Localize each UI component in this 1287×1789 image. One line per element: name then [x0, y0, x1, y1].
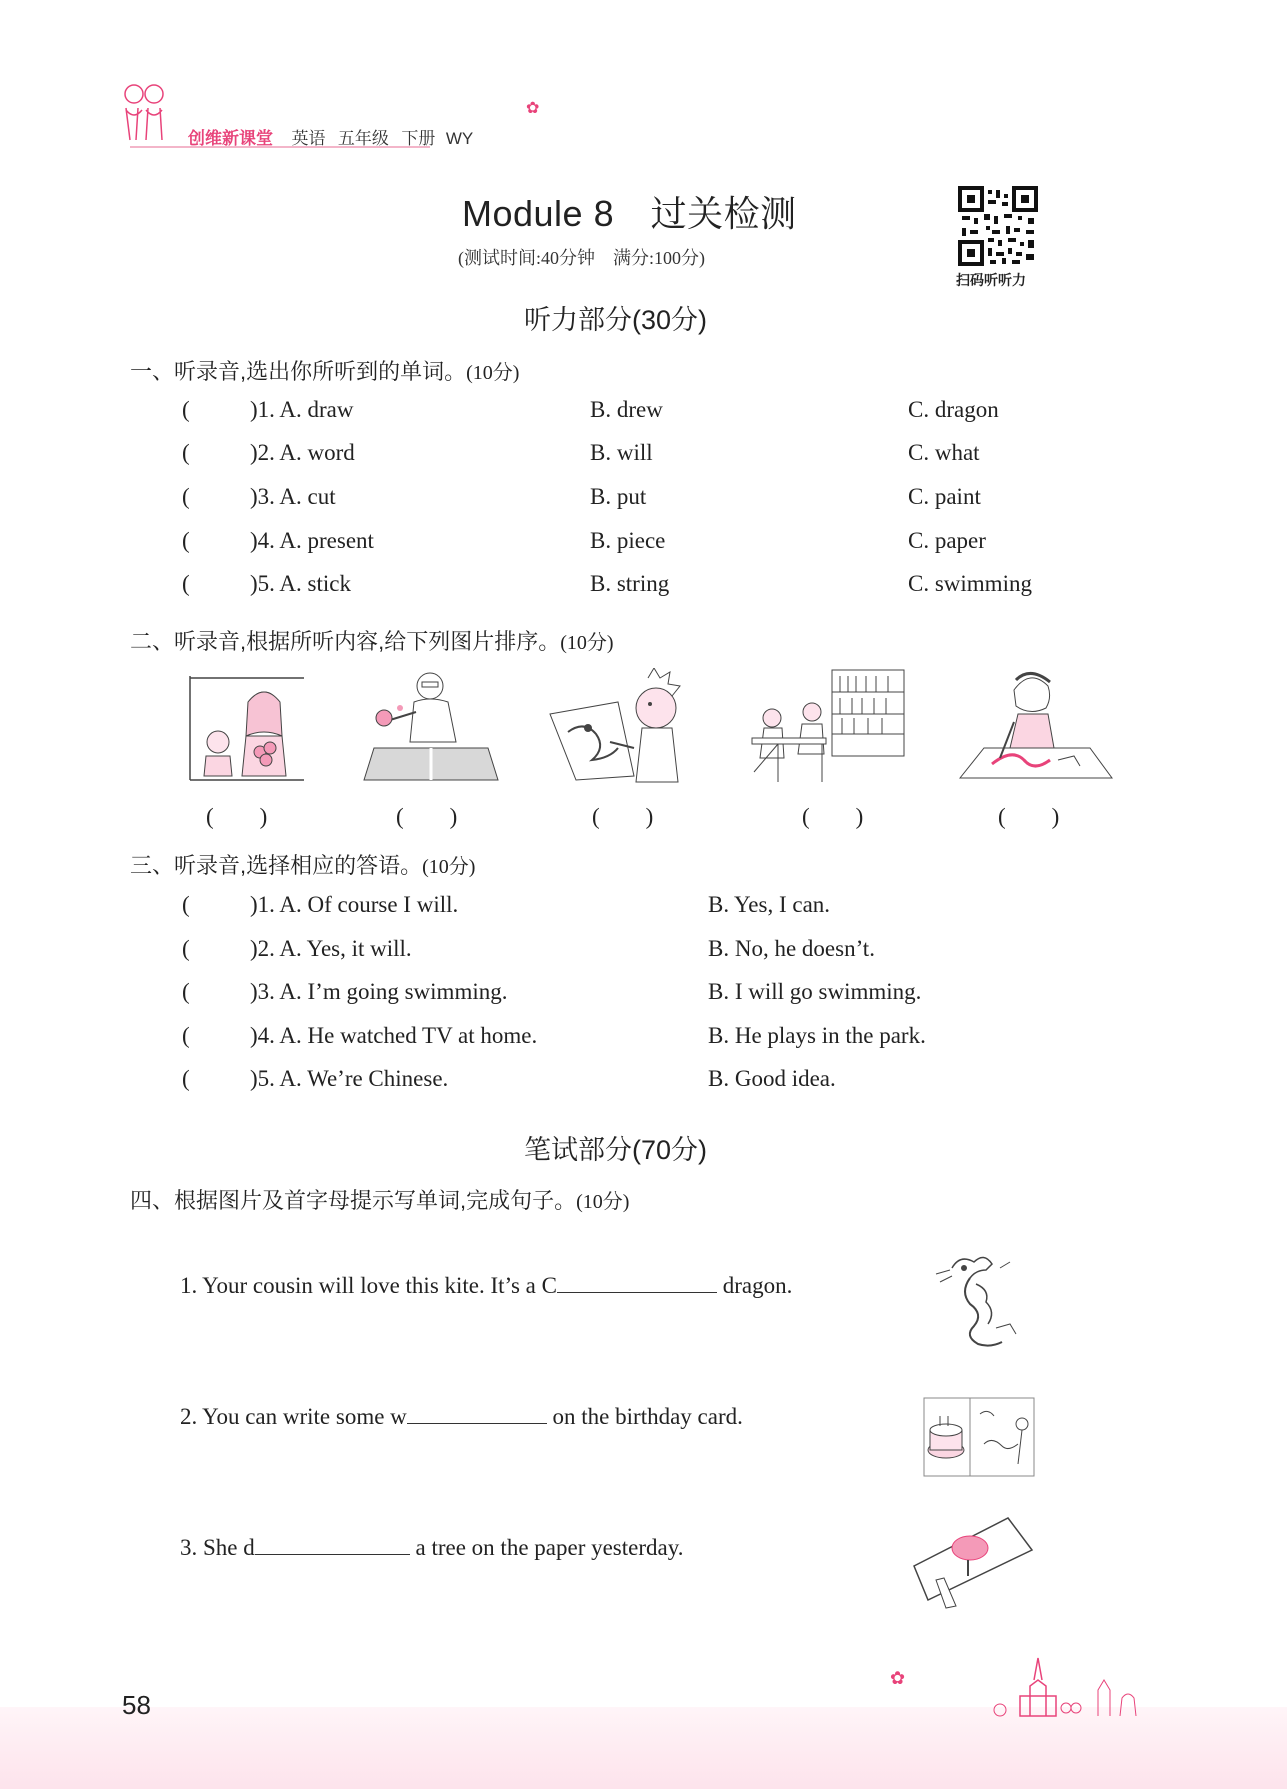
answer-paren-open: ( — [182, 979, 190, 1004]
subject: 英语 — [291, 129, 326, 148]
picture-birthday-card — [922, 1394, 1036, 1478]
sentence-before: 2. You can write some w — [180, 1404, 407, 1429]
header-logo — [118, 80, 170, 152]
option-a: )5. A. stick — [250, 571, 351, 596]
qr-label: 扫码听听力 — [956, 272, 1026, 288]
q4-sentence-1 — [180, 1270, 792, 1299]
answer-paren-open: ( — [182, 1066, 190, 1091]
order-paren-2: ( ) — [396, 804, 458, 829]
option-b: B. drew — [590, 397, 663, 422]
option-b: B. piece — [590, 528, 666, 553]
option-c: C. paper — [908, 528, 986, 553]
q4-heading — [130, 1184, 629, 1215]
q2-points: (10分) — [560, 632, 614, 654]
order-paren-3: ( ) — [592, 804, 654, 829]
flower-icon: ✿ — [526, 100, 540, 117]
option-b: B. will — [590, 440, 653, 465]
q1-heading — [130, 355, 519, 386]
page-number: 58 — [122, 1690, 151, 1720]
listening-heading: 听力部分(30分) — [524, 305, 708, 335]
answer-blank[interactable] — [557, 1270, 717, 1293]
answer-paren-open: ( — [182, 397, 190, 422]
option-b: B. He plays in the park. — [708, 1023, 926, 1048]
option-a: )3. A. cut — [250, 484, 336, 509]
option-a: )5. A. We’re Chinese. — [250, 1066, 449, 1091]
option-a: )4. A. He watched TV at home. — [250, 1023, 538, 1048]
option-a: )1. A. Of course I will. — [250, 892, 459, 917]
flower-icon: ✿ — [890, 1668, 906, 1688]
test-info: (测试时间:40分钟 满分:100分) — [458, 248, 705, 268]
q2-instruction: 二、听录音,根据所听内容,给下列图片排序。 — [130, 629, 561, 654]
picture-boy-drawing — [954, 668, 1114, 784]
header — [188, 124, 473, 149]
q4-instruction: 四、根据图片及首字母提示写单词,完成句子。 — [130, 1188, 577, 1213]
order-paren-4: ( ) — [802, 804, 864, 829]
sentence-after: dragon. — [722, 1273, 793, 1298]
option-b: B. Good idea. — [708, 1066, 836, 1091]
option-b: B. No, he doesn’t. — [708, 936, 875, 961]
option-c: C. paint — [908, 484, 981, 509]
order-paren-5: ( ) — [998, 804, 1060, 829]
page-title: Module 8 过关检测 — [462, 193, 797, 234]
answer-paren-open: ( — [182, 936, 190, 961]
q4-sentence-2 — [180, 1401, 743, 1430]
qr-code-icon[interactable] — [958, 186, 1038, 266]
q3-instruction: 三、听录音,选择相应的答语。 — [130, 853, 423, 878]
term: 下册 — [401, 129, 436, 148]
picture-girls-flowers — [186, 672, 308, 784]
order-paren-1: ( ) — [206, 804, 268, 829]
sentence-before: 1. Your cousin will love this kite. It’s a C — [180, 1273, 557, 1298]
q2-heading — [130, 625, 614, 656]
option-b: B. I will go swimming. — [708, 979, 922, 1004]
brand-name: 创维新课堂 — [188, 129, 273, 148]
answer-paren-open: ( — [182, 528, 190, 553]
answer-blank[interactable] — [407, 1401, 547, 1424]
picture-chinese-dragon — [930, 1248, 1026, 1352]
answer-paren-open: ( — [182, 571, 190, 596]
option-b: B. Yes, I can. — [708, 892, 831, 917]
option-b: B. string — [590, 571, 670, 596]
picture-tree-drawing — [910, 1510, 1036, 1612]
castle-decoration-icon — [990, 1650, 1170, 1720]
option-b: B. put — [590, 484, 647, 509]
answer-paren-open: ( — [182, 484, 190, 509]
q4-sentence-3 — [180, 1532, 683, 1561]
q3-heading — [130, 849, 475, 880]
option-a: )1. A. draw — [250, 397, 354, 422]
option-a: )4. A. present — [250, 528, 374, 553]
option-c: C. dragon — [908, 397, 999, 422]
answer-paren-open: ( — [182, 1023, 190, 1048]
answer-paren-open: ( — [182, 892, 190, 917]
q1-points: (10分) — [466, 362, 520, 384]
q3-points: (10分) — [422, 856, 476, 878]
picture-library — [742, 668, 910, 784]
grade: 五年级 — [337, 129, 389, 148]
option-a: )2. A. word — [250, 440, 355, 465]
writing-heading: 笔试部分(70分) — [524, 1135, 708, 1165]
answer-blank[interactable] — [255, 1532, 410, 1555]
picture-boy-dragon-kite — [548, 668, 690, 784]
q1-instruction: 一、听录音,选出你所听到的单词。 — [130, 359, 467, 384]
sentence-after: on the birthday card. — [552, 1404, 743, 1429]
option-c: C. what — [908, 440, 980, 465]
option-a: )3. A. I’m going swimming. — [250, 979, 508, 1004]
answer-paren-open: ( — [182, 440, 190, 465]
option-c: C. swimming — [908, 571, 1032, 596]
option-a: )2. A. Yes, it will. — [250, 936, 412, 961]
edition: WY — [445, 129, 474, 148]
sentence-after: a tree on the paper yesterday. — [415, 1535, 684, 1560]
sentence-before: 3. She d — [180, 1535, 255, 1560]
picture-table-tennis — [360, 668, 502, 784]
q4-points: (10分) — [576, 1191, 630, 1213]
